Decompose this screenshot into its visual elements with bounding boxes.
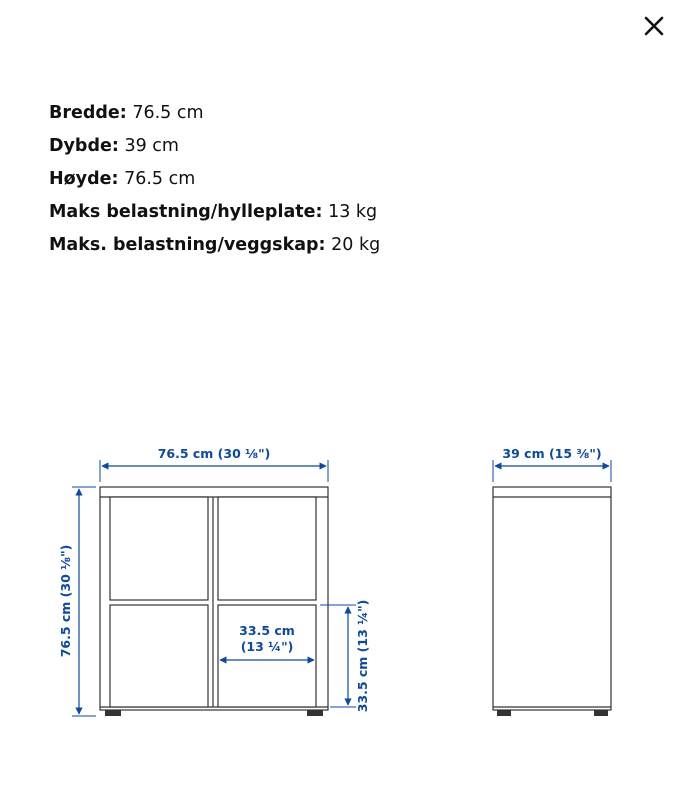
front-width-label: 76.5 cm (30 ⅛"): [157, 446, 271, 461]
front-width-dimension: [100, 446, 328, 482]
spec-label: Maks. belastning/veggskap:: [49, 235, 326, 255]
side-depth-dimension: [493, 446, 611, 482]
side-view-shelf: [493, 487, 611, 716]
spec-value: 20 kg: [331, 235, 381, 255]
spec-value: 76.5 cm: [132, 103, 204, 123]
spec-value: 76.5 cm: [124, 169, 196, 189]
compartment-height-label: 33.5 cm (13 ¼"): [355, 599, 370, 713]
front-height-label: 76.5 cm (30 ⅛"): [58, 544, 73, 658]
spec-label: Dybde:: [49, 136, 119, 156]
spec-label: Høyde:: [49, 169, 119, 189]
compartment-width-label-line2: (13 ¼"): [240, 639, 294, 654]
compartment-width-label-line1: 33.5 cm: [239, 623, 295, 638]
front-height-dimension: [58, 487, 96, 716]
spec-label: Maks belastning/hylleplate:: [49, 202, 323, 222]
front-view-shelf: [100, 487, 328, 716]
spec-label: Bredde:: [49, 103, 127, 123]
spec-value: 13 kg: [328, 202, 378, 222]
spec-value: 39 cm: [124, 136, 179, 156]
side-depth-label: 39 cm (15 ⅜"): [502, 446, 602, 461]
